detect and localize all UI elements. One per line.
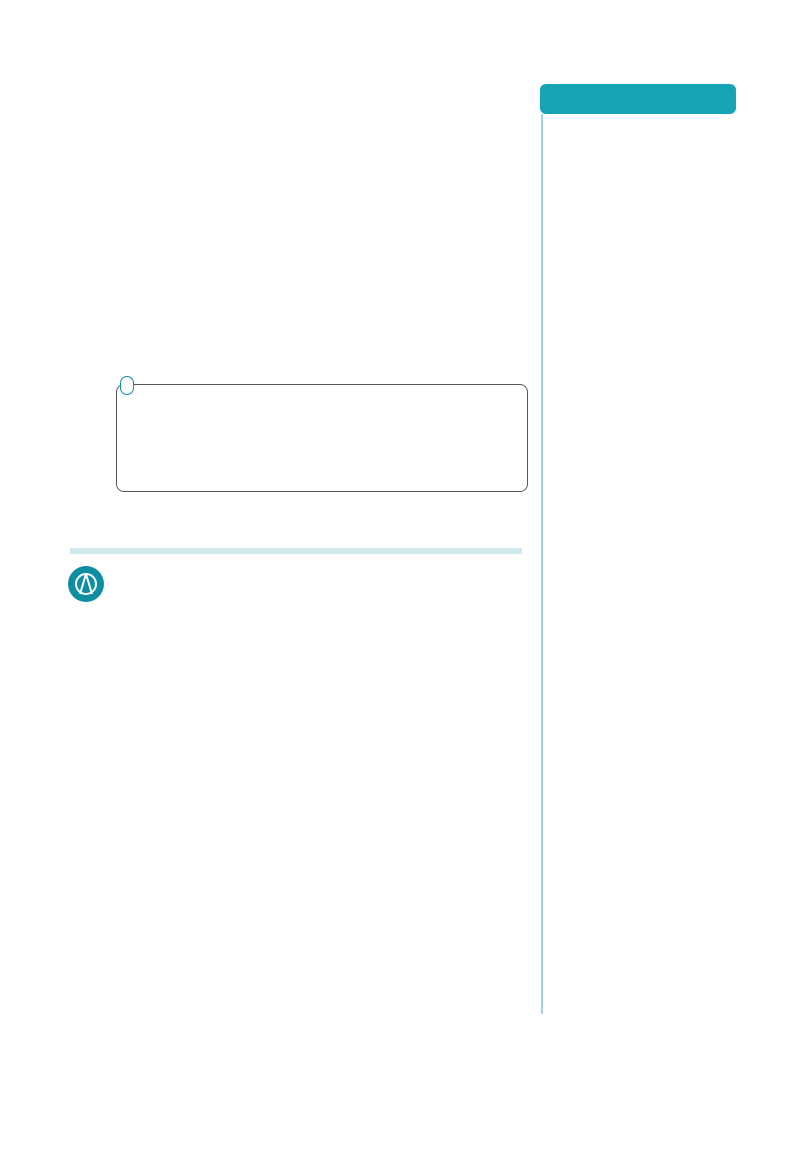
panel-left-border bbox=[541, 114, 543, 1014]
micro-lesson-title bbox=[120, 376, 134, 395]
topic-index-header bbox=[540, 84, 736, 114]
compass-icon bbox=[68, 566, 104, 602]
chapter-underline bbox=[70, 548, 522, 554]
micro-lesson-box bbox=[116, 384, 528, 492]
